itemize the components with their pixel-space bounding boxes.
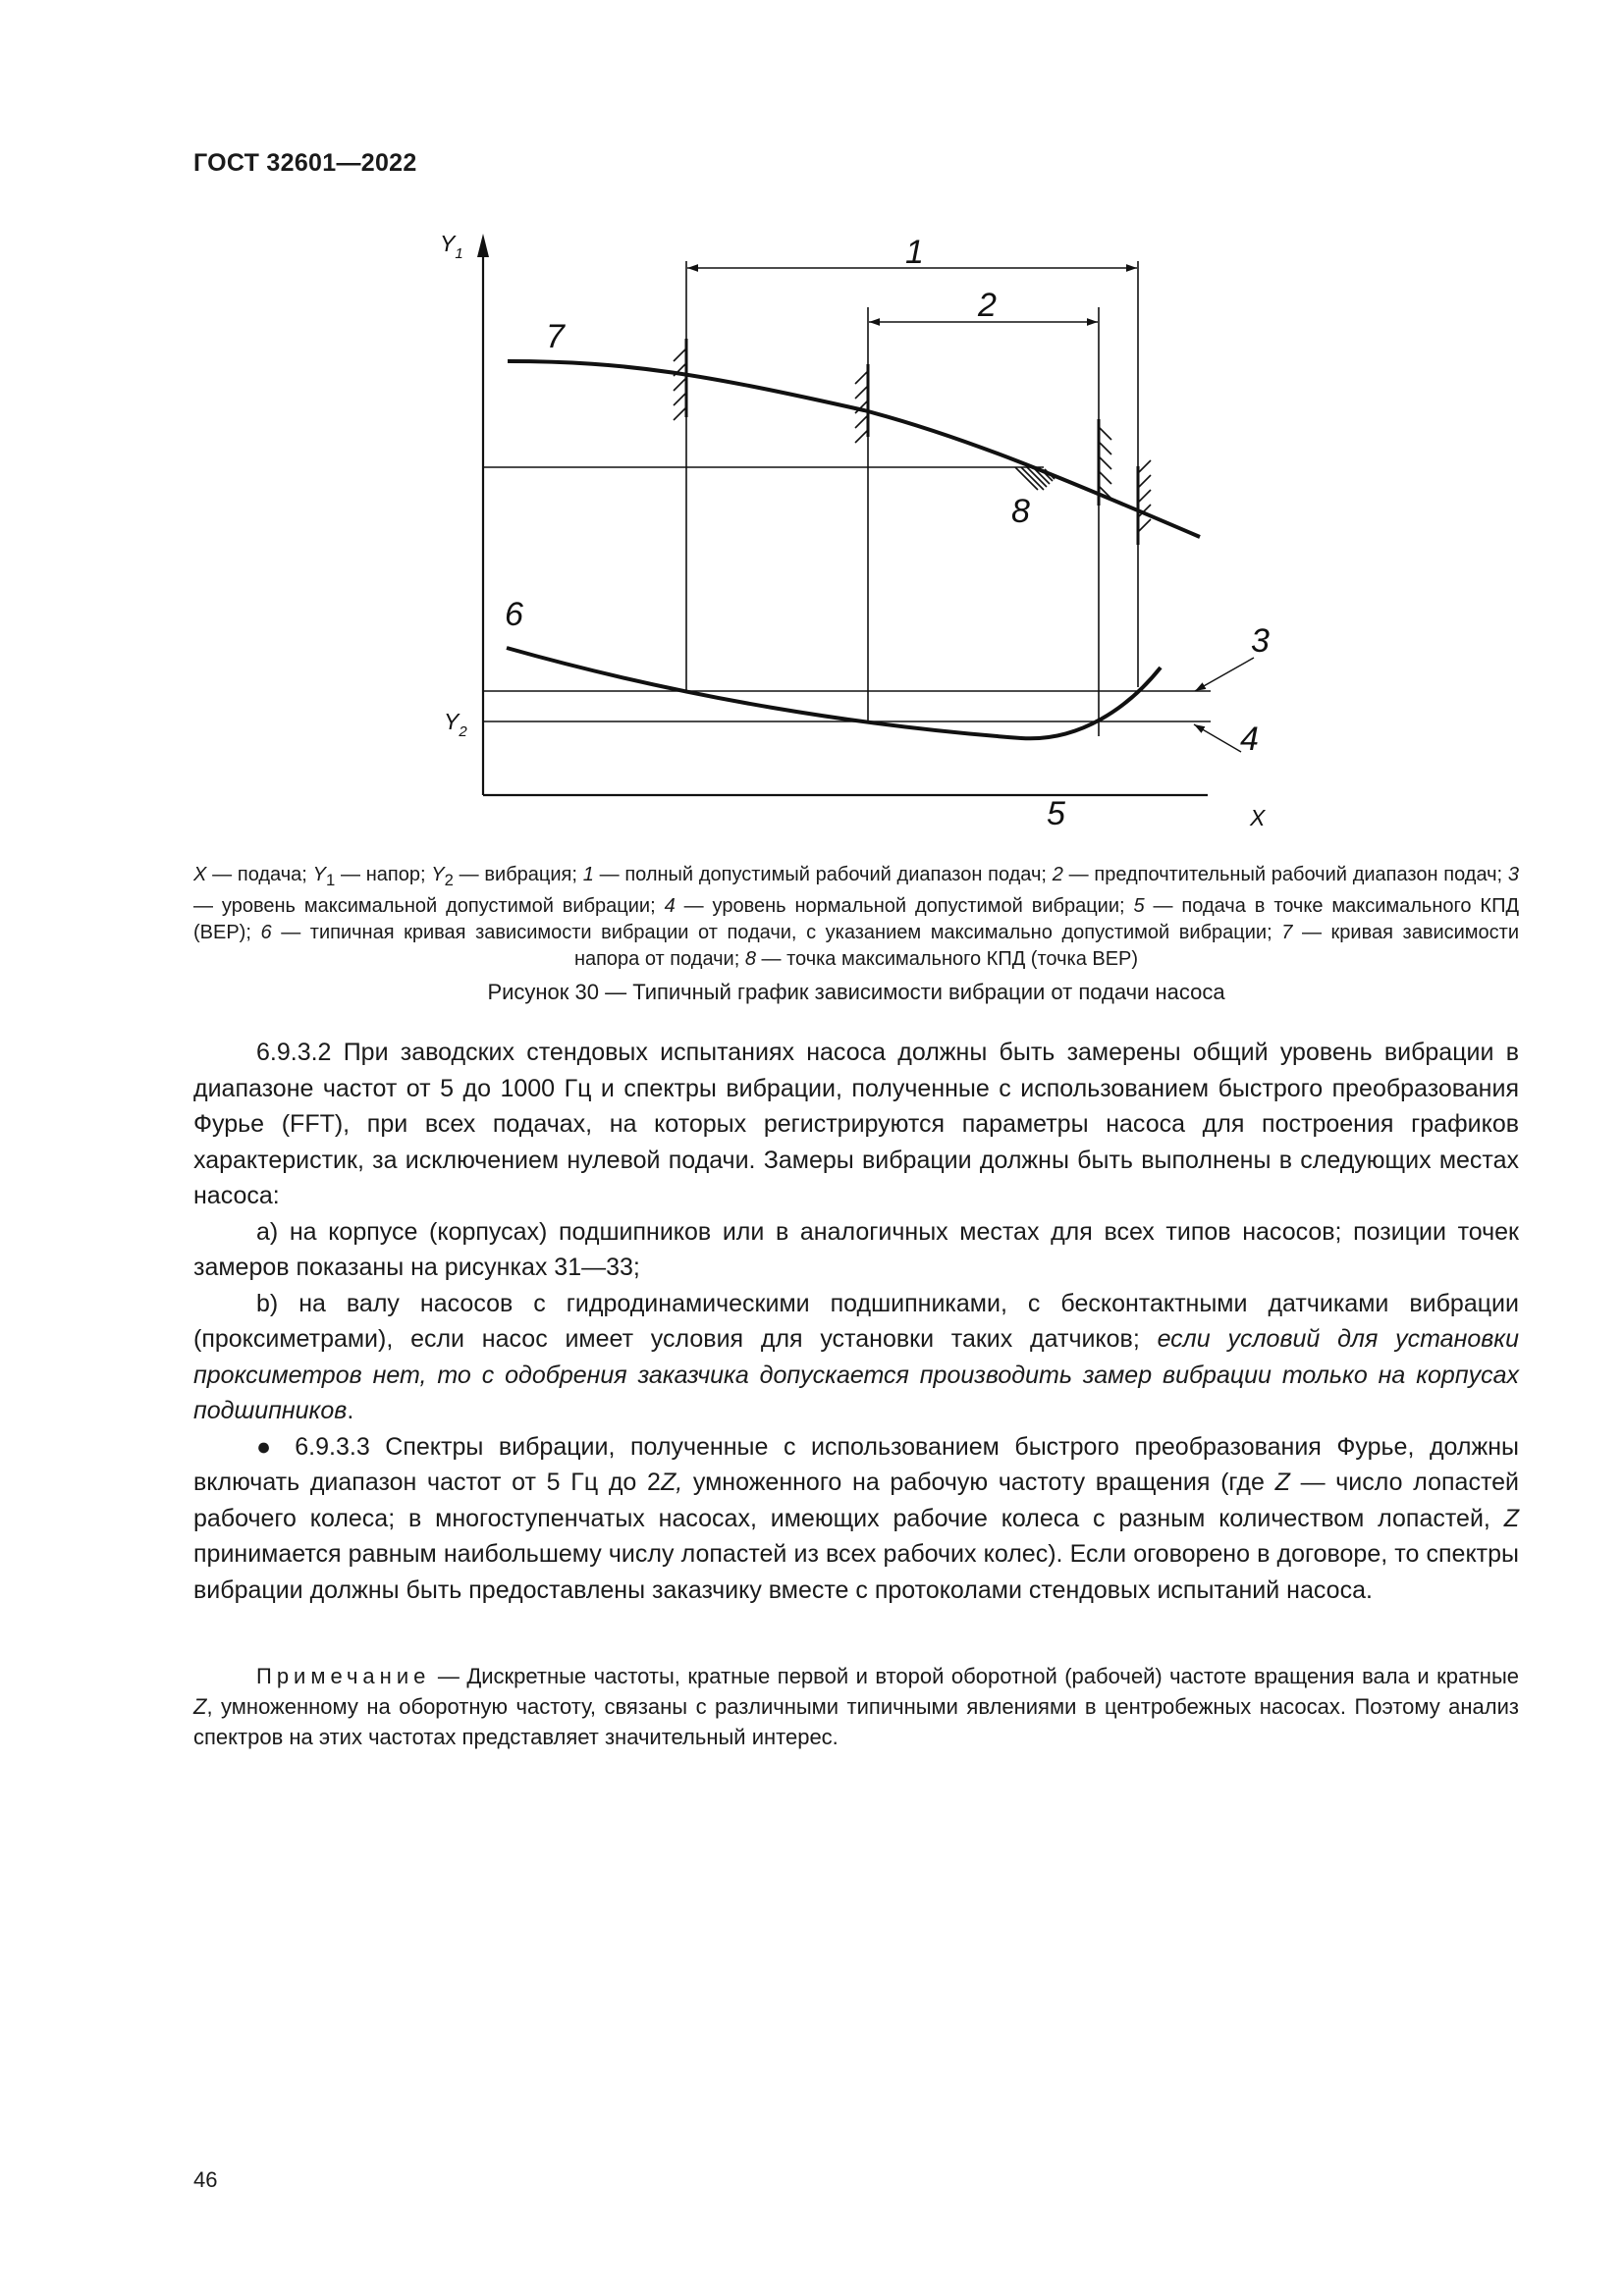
callout-1: 1 (905, 234, 924, 271)
document-header: ГОСТ 32601—2022 (193, 149, 417, 177)
callout-8: 8 (1011, 493, 1030, 530)
body-text (193, 1035, 1519, 1608)
paragraph-6-9-3-3: ● 6.9.3.3 Спектры вибрации, полученные с использованием быстрого преобразования Фурье, должны включать диапазон частот от 5 Гц до 2Z, умноженного на рабочую частоту вращения (где Z — число лопастей рабочего колеса; в многоступенчатых насосах, имеющих рабочие колеса с разным количеством лопастей, Z принимается равным наибольшему числу лопастей из всех рабочих колес). Если оговорено в договоре, то спектры вибрации должны быть предоставлены заказчику вместе с протоколами стендовых испытаний насоса. (193, 1432, 1519, 1604)
bep-point-mark (1015, 467, 1055, 490)
list-item-a: a) на корпусе (корпусах) подшипников или в аналогичных местах для всех типов насосов; позиции точек замеров показаны на рисунках 31—33; (193, 1217, 1519, 1281)
callout-3: 3 (1251, 622, 1270, 660)
callout-4-leader (1194, 724, 1241, 752)
note-label: Примечание (256, 1664, 431, 1688)
y2-axis-label: $Y_2$ (444, 709, 467, 740)
note-block: Примечание — Дискретные частоты, кратные первой и второй оборотной (рабочей) частоте вращения вала и кратные Z, умноженному на оборотную частоту, связаны с различными типичными явлениями в центробежных насосах. Поэтому анализ спектров на этих частотах представляет значительный интерес. (193, 1664, 1519, 1749)
callout-5: 5 (1047, 795, 1065, 832)
page-number: 46 (193, 2167, 218, 2192)
callout-6: 6 (505, 596, 523, 633)
vibration-curve (507, 648, 1161, 738)
paragraph-6-9-3-2: 6.9.3.2 При заводских стендовых испытаниях насоса должны быть замерены общий уровень вибрации в диапазоне частот от 5 до 1000 Гц и спектры вибрации, полученные с использованием быстрого преобразования Фурье (FFT), при всех подачах, на которых регистрируются параметры насоса для построения графиков характеристик, за исключением нулевой подачи. Замеры вибрации должны быть выполнены в следующих местах насоса: (193, 1039, 1519, 1209)
callout-4: 4 (1240, 721, 1259, 758)
figure-legend: X — подача; $Y_1$ — напор; $Y_2$ — вибрация; 1 — полный допустимый рабочий диапазон подач; 2 — предпочтительный рабочий диапазон подач; 3 — уровень максимальной допустимой вибрации; 4 — уровень нормальной допустимой вибрации; 5 — подача в точке максимального КПД (BEP); 6 — типичная кривая зависимости вибрации от подачи, с указанием максимально допустимой вибрации; 7 — кривая зависимости напора от подачи; 8 — точка максимального КПД (точка BEP) (193, 864, 1519, 970)
figure-caption: Рисунок 30 — Типичный график зависимости вибрации от подачи насоса (487, 980, 1225, 1004)
list-item-b: b) на валу насосов с гидродинамическими подшипниками, с бесконтактными датчиками вибрации (проксиметрами), если насос имеет условия для установки таких датчиков; если условий для установки проксиметров нет, то с одобрения заказчика допускается производить замер вибрации только на корпусах подшипников. (193, 1289, 1520, 1424)
callout-2: 2 (978, 287, 997, 324)
y1-axis-label: $Y_1$ (440, 231, 463, 262)
callout-7: 7 (546, 318, 565, 355)
vibration-flow-figure (412, 216, 1270, 844)
x-axis-label: X (1250, 805, 1266, 830)
head-curve (508, 361, 1200, 537)
callout-3-leader (1195, 658, 1254, 691)
y-axis-arrow-icon (477, 234, 489, 257)
